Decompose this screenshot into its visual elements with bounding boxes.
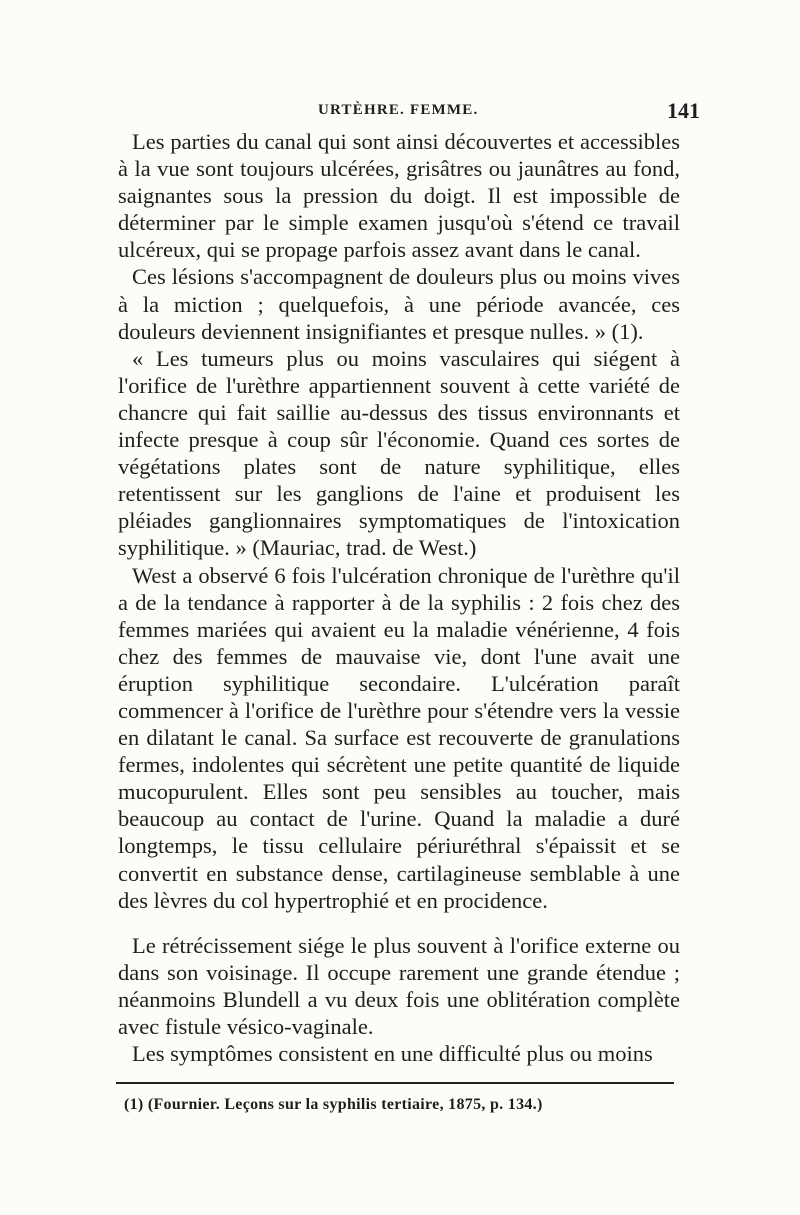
quoted-paragraph: « Les tumeurs plus ou moins vasculaires qui siégent à l'orifice de l'urèthre appartiennent souvent à cette variété de chancre qui fait saillie au-dessus des tissus environnants et infecte presque à coup sûr l'économie. Quand ces sortes de végétations plates sont de nature syphilitique, elles retentissent sur les ganglions de l'aine et produisent les pléiades ganglionnaires symptomatiques de l'intoxication syphilitique. » (Mauriac, trad. de West.): [118, 345, 680, 561]
paragraph: Ces lésions s'accompagnent de douleurs plus ou moins vives à la miction ; quelquefois, à une période avancée, ces douleurs deviennent insignifiantes et presque nulles. » (1).: [118, 264, 680, 344]
footnote: (1) (Fournier. Leçons sur la syphilis tertiaire, 1875, p. 134.): [124, 1096, 543, 1113]
paragraph: Les parties du canal qui sont ainsi découvertes et accessibles à la vue sont toujours ulcérées, grisâtres ou jaunâtres au fond, saignantes sous la pression du doigt. Il est impossible de déterminer par le simple examen jusqu'où s'étend ce travail ulcéreux, qui se propage parfois assez avant dans le canal.: [118, 129, 680, 263]
running-title: URTÈHRE. FEMME.: [318, 102, 479, 118]
paragraph: Le rétrécissement siége le plus souvent à l'orifice externe ou dans son voisinage. Il occupe rarement une grande étendue ; néanmoins Blundell a vu deux fois une oblitération complète avec fistule vésico-vaginale.: [118, 932, 680, 1039]
page-header: [0, 98, 800, 128]
paragraph: Les symptômes consistent en une difficulté plus ou moins: [132, 1041, 653, 1067]
footnote-rule: [116, 1082, 674, 1084]
page-number: 141: [667, 98, 700, 123]
paragraph: West a observé 6 fois l'ulcération chronique de l'urèthre qu'il a de la tendance à rapporter à de la syphilis : 2 fois chez des femmes mariées qui avaient eu la maladie vénérienne, 4 fois chez des femmes de mauvaise vie, dont l'une avait une éruption syphilitique secondaire. L'ulcération paraît commencer à l'orifice de l'urèthre pour s'étendre vers la vessie en dilatant le canal. Sa surface est recouverte de granulations fermes, indolentes qui sécrètent une petite quantité de liquide mucopurulent. Elles sont peu sensibles au toucher, mais beaucoup au contact de l'urine. Quand la maladie a duré longtemps, le tissu cellulaire périuréthral s'épaissit et se convertit en substance dense, cartilagineuse semblable à une des lèvres du col hypertrophié et en procidence.: [118, 562, 680, 913]
body-text: [118, 128, 680, 1067]
